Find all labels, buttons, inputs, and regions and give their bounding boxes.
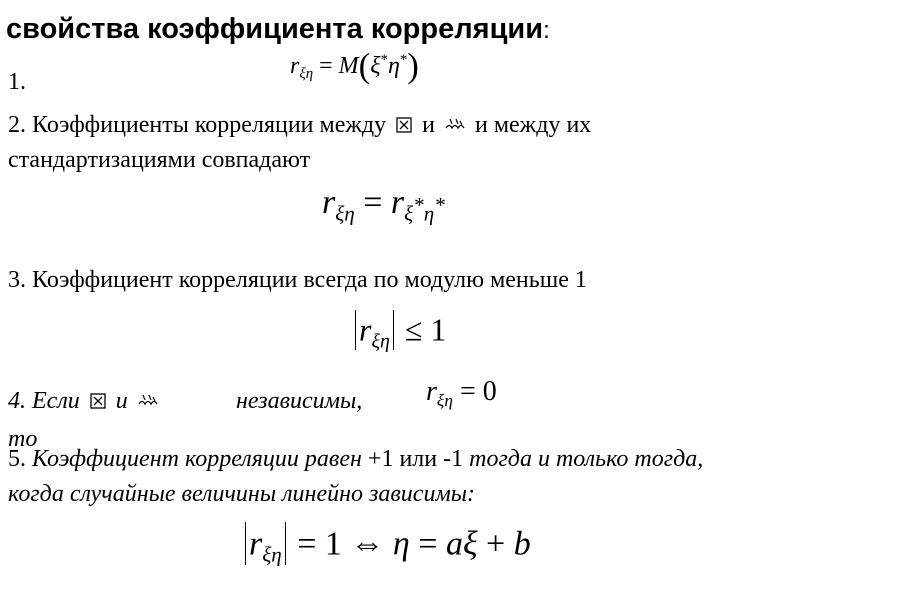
formula-3-sub: ξη xyxy=(371,330,390,353)
formula-1-M: M xyxy=(338,52,359,79)
formula-5-abs-right xyxy=(285,522,286,565)
formula-5-plus: + xyxy=(486,525,506,563)
formula-5-abs-left xyxy=(245,522,246,565)
formula-1 xyxy=(290,46,419,86)
formula-2-sup2b: * xyxy=(434,192,445,217)
formula-2-sub1: ξη xyxy=(335,201,355,226)
formula-1-star2: * xyxy=(399,51,408,68)
property-4-line xyxy=(8,387,162,415)
formula-5-a: a xyxy=(445,525,463,563)
property-5-line-2: когда случайные величины линейно зависимы: xyxy=(8,481,476,507)
formula-3-abs-right xyxy=(393,310,394,350)
formula-5-eq1: = 1 xyxy=(297,525,342,563)
formula-1-eq: = xyxy=(319,52,333,79)
formula-4-eq: = 0 xyxy=(459,376,497,407)
formula-1-sub: ξη xyxy=(299,66,314,83)
formula-5 xyxy=(242,522,531,568)
property-5-text-a: Коэффициент корреляции равен xyxy=(32,446,362,472)
formula-1-eta: η xyxy=(387,52,400,79)
wave-glyph-icon xyxy=(138,393,158,409)
boxed-x-icon xyxy=(90,393,106,409)
formula-5-eta: η xyxy=(392,525,410,563)
formula-2 xyxy=(322,184,445,226)
formula-1-rparen: ) xyxy=(407,46,419,85)
formula-3-abs-left xyxy=(355,310,356,350)
formula-2-sup2a: * xyxy=(413,192,424,217)
formula-5-b: b xyxy=(513,525,531,563)
formula-4-r: r xyxy=(426,376,437,407)
wave-glyph-icon xyxy=(445,117,465,133)
formula-2-sub2b: η xyxy=(423,201,435,226)
property-4-text-a: 4. Если xyxy=(8,388,80,414)
formula-2-r1: r xyxy=(322,184,336,221)
formula-1-xi: ξ xyxy=(370,52,381,79)
formula-1-r: r xyxy=(290,52,300,79)
formula-5-iff: ⇔ xyxy=(350,525,385,563)
formula-3-le: ≤ 1 xyxy=(404,311,447,348)
formula-2-sub2a: ξ xyxy=(404,201,414,226)
property-2-line-1 xyxy=(8,111,591,139)
property-4-text-d: то xyxy=(8,426,38,452)
property-5-text-b: +1 или -1 xyxy=(367,446,464,472)
property-1-number: 1. xyxy=(8,69,26,95)
property-2-text-a: 2. Коэффициенты корреляции между xyxy=(8,112,387,138)
formula-3-r: r xyxy=(359,311,372,348)
property-4-text-c: независимы, xyxy=(236,388,363,414)
property-2-text-b: и xyxy=(422,112,435,138)
formula-2-eq: = xyxy=(363,184,383,221)
property-2-line-2: стандартизациями совпадают xyxy=(8,147,311,173)
boxed-x-icon xyxy=(396,117,412,133)
property-5-number: 5. xyxy=(8,446,26,472)
formula-1-lparen: ( xyxy=(358,46,371,85)
property-5-line-1 xyxy=(8,445,703,473)
page-title xyxy=(6,12,550,48)
formula-5-sub: ξη xyxy=(262,542,282,567)
formula-5-r: r xyxy=(249,525,263,563)
property-5-text-c: тогда и только тогда, xyxy=(469,446,704,472)
property-3-line: 3. Коэффициент корреляции всегда по модулю меньше 1 xyxy=(8,267,587,293)
formula-5-xi: ξ xyxy=(462,525,478,563)
title-text: свойства коэффициента корреляции xyxy=(6,13,544,45)
formula-2-r2: r xyxy=(390,184,405,221)
formula-5-eq2: = xyxy=(418,525,438,563)
formula-3 xyxy=(352,310,446,353)
title-colon: : xyxy=(543,17,550,44)
formula-4 xyxy=(426,376,497,411)
formula-1-star1: * xyxy=(380,51,388,68)
formula-4-sub: ξη xyxy=(436,391,453,411)
property-4-text-b: и xyxy=(115,388,128,414)
property-2-text-c: и между их xyxy=(474,112,592,138)
